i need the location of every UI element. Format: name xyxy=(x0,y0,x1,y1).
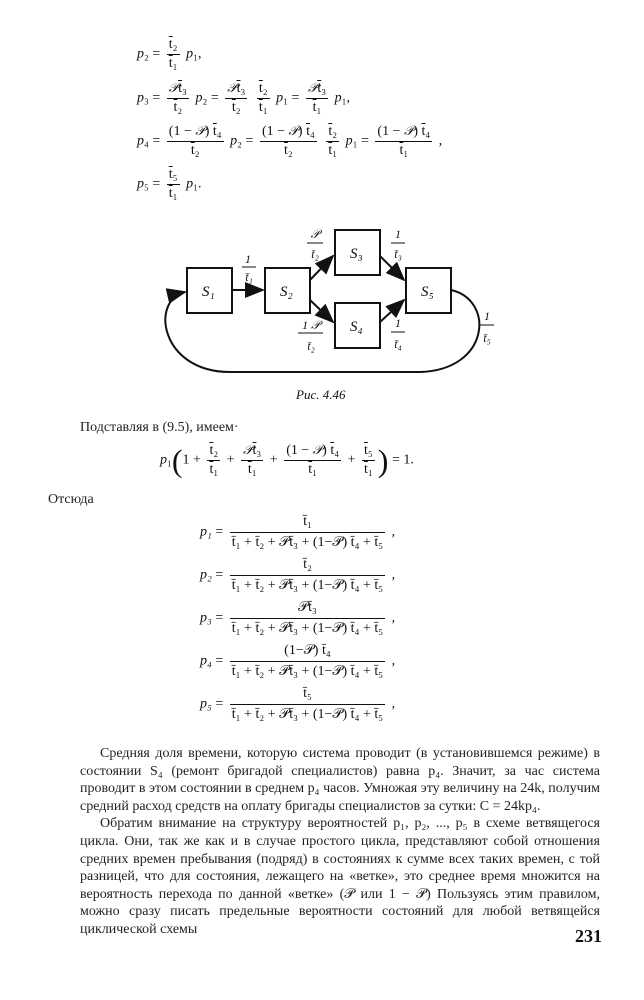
svg-text:t̄₂: t̄₂ xyxy=(311,247,319,261)
paragraph-1: Средняя доля времени, которую система проводит (в установившемся режиме) в состоянии S₄ (ремонт бригадой специалистов) равна p₄. Значит, за час система проводит в этом состоянии в среднем p₄ часов. Умножая эту величину на 24k, получим средний расход средств на оплату бригады специалистов за сутки: C = 24kp₄. xyxy=(80,746,600,814)
paragraph-block xyxy=(80,745,600,939)
state-diagram xyxy=(0,0,644,400)
solution-p2: p₂ = $\frac{\text{t̄₂}}{\text{t̄₁ + t̄₂ + 𝒫t̄₃ + (1−𝒫) t̄₄ + t̄₅}}$ , xyxy=(200,557,396,593)
state-s5-label: S₅ xyxy=(421,284,434,300)
svg-text:1: 1 xyxy=(484,309,490,323)
equation-p2: p₂ = $\frac{\overline{t}_2}{\overline{t}_1}$ p₁, xyxy=(137,37,202,71)
svg-text:t̄₁: t̄₁ xyxy=(245,270,253,284)
equation-p4: p₄ = $\frac{(1 - 𝒫) \overline{t}_4}{\overline{t}_2}$ p₂ = $\frac{(1 - 𝒫) \overline{t}_4}{\overline{t}_2}$ $\frac{\overline{t}_2}{\overline{t}_1}$ p₁ = $\frac{(1 - 𝒫) \overline{t}_4}{\overline{t}_1}$ , xyxy=(137,124,443,158)
text-hence: Отсюда xyxy=(48,492,94,507)
svg-text:1: 1 xyxy=(395,316,401,330)
svg-text:t̄₄: t̄₄ xyxy=(394,337,402,351)
equation-p3: p₃ = $\frac{𝒫\overline{t}_3}{\overline{t}_2}$ p₂ = $\frac{𝒫\overline{t}_3}{\overline{t}_2}$ $\frac{\overline{t}_2}{\overline{t}_1}$ p₁ = $\frac{𝒫\overline{t}_3}{\overline{t}_1}$ p₁, xyxy=(137,81,350,115)
normalization-equation: p₁(1 + $\frac{\overline{t}_2}{\overline{t}_1}$ + $\frac{𝒫\overline{t}_3}{\overline{t}_1}$ + $\frac{(1 - 𝒫) \overline{t}_4}{\overline{t}_1}$ + $\frac{\overline{t}_5}{\overline{t}_1}$ ) = 1. xyxy=(160,442,414,479)
solution-p5: p₅ = $\frac{\text{t̄₅}}{\text{t̄₁ + t̄₂ + 𝒫t̄₃ + (1−𝒫) t̄₄ + t̄₅}}$ , xyxy=(200,686,396,722)
solution-p3: p₃ = $\frac{\text{𝒫t̄₃}}{\text{t̄₁ + t̄₂ + 𝒫t̄₃ + (1−𝒫) t̄₄ + t̄₅}}$ , xyxy=(200,600,396,636)
equation-p5: p₅ = $\frac{\overline{t}_5}{\overline{t}_1}$ p₁. xyxy=(137,167,202,201)
solution-p1: p₁ = $\frac{\text{t̄₁}}{\text{t̄₁ + t̄₂ + 𝒫t̄₃ + (1−𝒫) t̄₄ + t̄₅}}$ , xyxy=(200,514,396,550)
svg-text:1: 1 xyxy=(395,227,401,241)
edge-s5-s1 xyxy=(165,290,479,372)
state-s1-label: S₁ xyxy=(202,284,215,300)
state-s2-label: S₂ xyxy=(280,284,293,300)
page-number: 231 xyxy=(575,926,602,946)
svg-text:t̄₅: t̄₅ xyxy=(483,331,491,345)
solution-p4: p₄ = $\frac{\text{(1−𝒫) t̄₄}}{\text{t̄₁ + t̄₂ + 𝒫t̄₃ + (1−𝒫) t̄₄ + t̄₅}}$ , xyxy=(200,643,396,679)
svg-text:t̄₃: t̄₃ xyxy=(394,247,402,261)
svg-text:1 𝒫: 1 𝒫 xyxy=(302,318,320,332)
svg-text:𝒫: 𝒫 xyxy=(310,227,320,241)
figure-caption: Рис. 4.46 xyxy=(296,387,346,402)
text-substituting: Подставляя в (9.5), имеем· xyxy=(80,420,239,435)
svg-text:t̄₂: t̄₂ xyxy=(307,339,315,353)
svg-text:1: 1 xyxy=(245,252,251,266)
state-s4-label: S₄ xyxy=(350,319,363,335)
state-s3-label: S₃ xyxy=(350,246,363,262)
paragraph-2: Обратим внимание на структуру вероятностей p₁, p₂, ..., p₅ в схеме ветвящегося цикла. Они, так же как и в случае простого цикла, представляют собой отношения средних времен пребывания (подряд) в состояниях к сумме всех таких времен, с той разницей, что для состояния, лежащего на «ветке», это среднее время множится на вероятность перехода по данной «ветке» (𝒫 или 1 − 𝒫) Пользуясь этим правилом, можно сразу писать предельные вероятности состояний для любой ветвящейся циклической схемы xyxy=(80,816,600,937)
